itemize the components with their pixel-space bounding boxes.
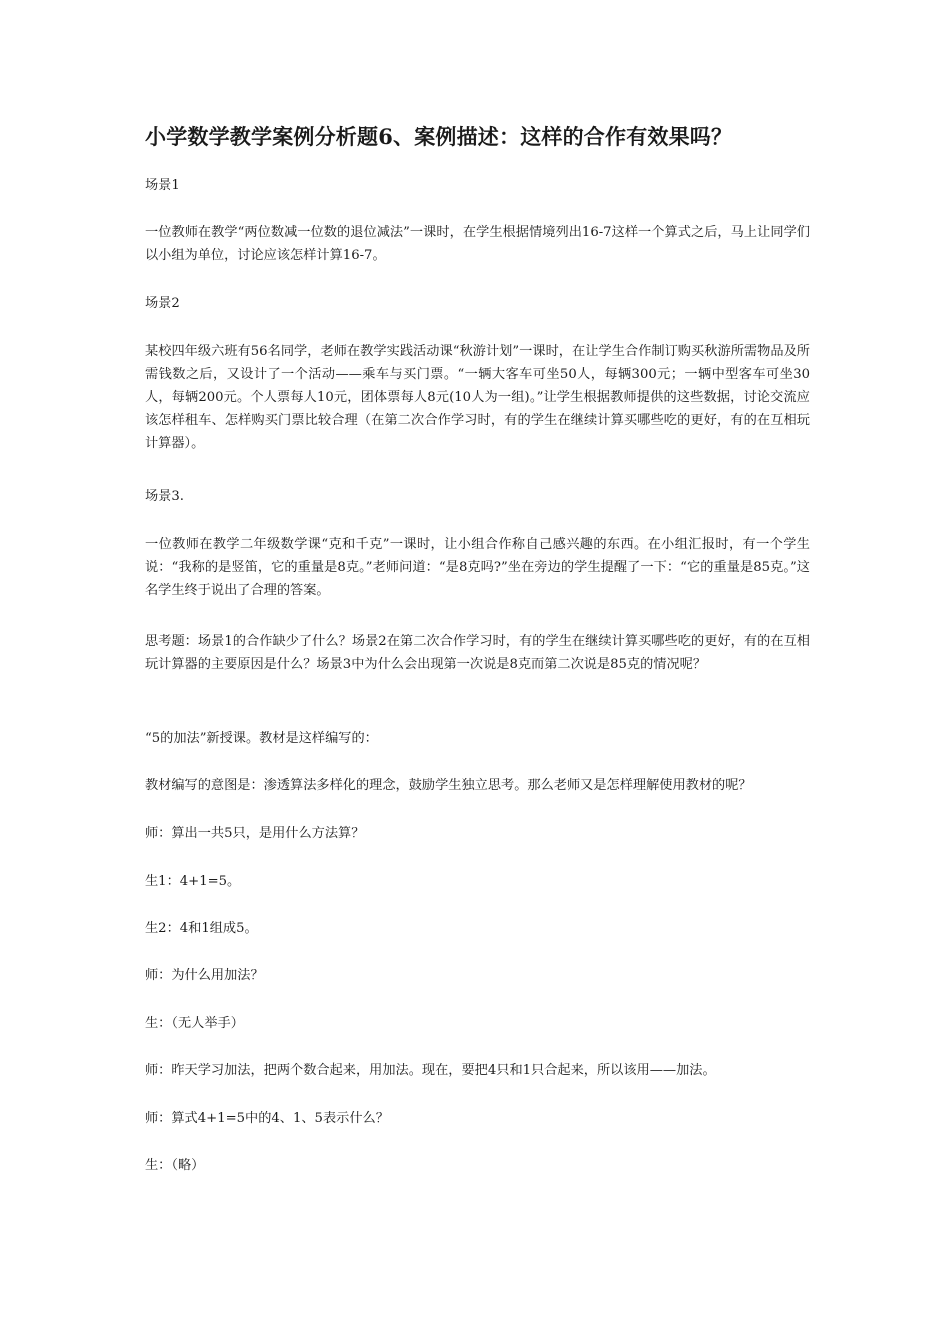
dialogue-line: 生1：4+1=5。 (145, 874, 241, 889)
dialogue-line: 生：（无人举手） (145, 1016, 244, 1031)
paragraph-scene-2-body: 某校四年级六班有56名同学，老师在教学实践活动课“秋游计划”一课时，在让学生合作制订购买秋游所需物品及所需钱数之后，又设计了一个活动——乘车与买门票。“一辆大客车可坐50人，每辆300元；一辆中型客车可坐30人，每辆200元。个人票每人10元，团体票每人8元(10人为一组)。”让学生根据教师提供的这些数据，讨论交流应该怎样租车、怎样购买门票比较合理（在第二次合作学习时，有的学生在继续计算买哪些吃的更好，有的在互相玩计算器）。 (145, 344, 810, 451)
dialogue-line: 生2：4和1组成5。 (145, 921, 258, 936)
paragraph-lesson-intro: “5的加法”新授课。教材是这样编写的： (145, 731, 378, 746)
paragraph-scene-3-body: 一位教师在教学二年级数学课“克和千克”一课时，让小组合作称自己感兴趣的东西。在小组汇报时，有一个学生说：“我称的是竖笛，它的重量是8克。”老师问道：“是8克吗?”坐在旁边的学生提醒了一下：“它的重量是85克。”这名学生终于说出了合理的答案。 (145, 537, 810, 598)
paragraph-questions: 思考题：场景1的合作缺少了什么？场景2在第二次合作学习时，有的学生在继续计算买哪些吃的更好，有的在互相玩计算器的主要原因是什么？场景3中为什么会出现第一次说是8克而第二次说是85克的情况呢？ (145, 634, 810, 672)
paragraph-scene-3-heading: 场景3. (145, 489, 184, 504)
dialogue-line: 师：昨天学习加法，把两个数合起来，用加法。现在，要把4只和1只合起来，所以该用——加法。 (145, 1063, 716, 1078)
paragraph-textbook-intent: 教材编写的意图是：渗透算法多样化的理念，鼓励学生独立思考。那么老师又是怎样理解使用教材的呢？ (145, 778, 752, 793)
paragraph-scene-1-body: 一位教师在教学“两位数减一位数的退位减法”一课时，在学生根据情境列出16-7这样一个算式之后，马上让同学们以小组为单位，讨论应该怎样计算16-7。 (145, 225, 810, 263)
document-title: 小学数学教学案例分析题6、案例描述：这样的合作有效果吗？ (145, 124, 733, 149)
paragraph-scene-2-heading: 场景2 (145, 296, 180, 311)
dialogue-line: 师：算出一共5只，是用什么方法算？ (145, 826, 365, 841)
dialogue-line: 师：算式4+1=5中的4、1、5表示什么？ (145, 1111, 389, 1126)
dialogue-line: 师：为什么用加法？ (145, 968, 264, 983)
dialogue-line: 生：（略） (145, 1158, 205, 1173)
paragraph-scene-1-heading: 场景1 (145, 178, 180, 193)
